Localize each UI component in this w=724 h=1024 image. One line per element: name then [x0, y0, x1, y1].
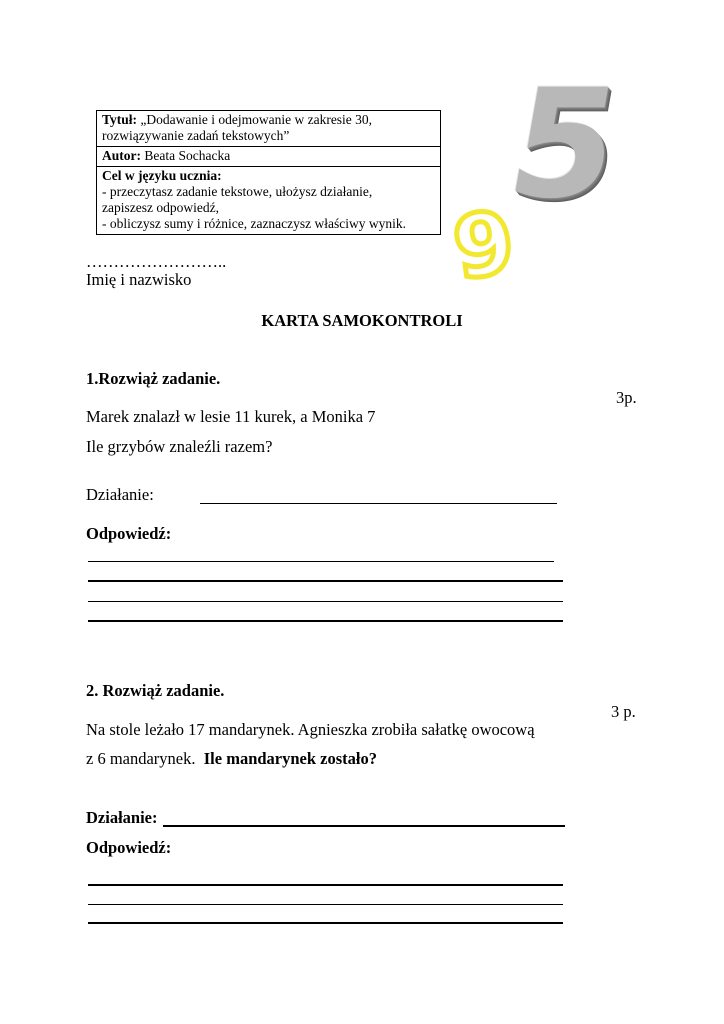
task2-action-label: Działanie:	[86, 808, 158, 827]
task1-answer-line[interactable]	[88, 561, 554, 562]
name-dots: ……………………..	[86, 252, 227, 271]
title-cell	[97, 111, 440, 146]
task2-heading: 2. Rozwiąż zadanie.	[86, 681, 225, 700]
task1-action-label: Działanie:	[86, 485, 154, 504]
goal-line: - obliczysz sumy i różnice, zaznaczysz właściwy wynik.	[102, 216, 407, 231]
goal-cell	[97, 166, 440, 234]
goal-line: - przeczytasz zadanie tekstowe, ułożysz działanie,	[102, 184, 373, 199]
task1-points: 3p.	[616, 388, 637, 407]
task2-points: 3 p.	[611, 702, 636, 721]
goal-line: zapiszesz odpowiedź,	[102, 200, 219, 215]
author-value: Beata Sochacka	[144, 148, 231, 163]
title-text-2: rozwiązywanie zadań tekstowych”	[102, 128, 290, 143]
author-cell	[97, 146, 440, 166]
goal-label: Cel w języku ucznia:	[102, 168, 222, 183]
sheet-title: KARTA SAMOKONTROLI	[261, 311, 463, 330]
decorative-digit-five: 5	[496, 58, 632, 232]
task1-answer-label: Odpowiedź:	[86, 524, 172, 543]
task2-line1: Na stole leżało 17 mandarynek. Agnieszka zrobiła sałatkę owocową	[86, 720, 535, 739]
task1-action-line[interactable]	[200, 503, 557, 504]
task2-answer-line[interactable]	[88, 922, 563, 924]
task1-answer-line[interactable]	[88, 620, 563, 622]
task2-answer-line[interactable]	[88, 904, 563, 905]
title-label: Tytuł:	[102, 112, 138, 127]
task2-question: Ile mandarynek zostało?	[203, 749, 377, 768]
task1-heading: 1.Rozwiąż zadanie.	[86, 369, 221, 388]
task1-line1: Marek znalazł w lesie 11 kurek, a Monika 7	[86, 407, 376, 426]
task2-answer-label: Odpowiedź:	[86, 838, 172, 857]
decorative-digit-nine: 9	[447, 192, 521, 300]
task2-action-line[interactable]	[163, 825, 565, 827]
task2-line2	[86, 749, 377, 769]
task2-answer-line[interactable]	[88, 884, 563, 886]
task1-line2: Ile grzybów znaleźli razem?	[86, 437, 273, 456]
task2-line2-plain: z 6 mandarynek.	[86, 749, 196, 768]
lesson-info-box	[96, 110, 441, 235]
task1-answer-line[interactable]	[88, 601, 563, 602]
task1-answer-line[interactable]	[88, 580, 563, 582]
author-label: Autor:	[102, 148, 141, 163]
name-label: Imię i nazwisko	[86, 270, 192, 289]
title-text-1: „Dodawanie i odejmowanie w zakresie 30,	[140, 112, 373, 127]
